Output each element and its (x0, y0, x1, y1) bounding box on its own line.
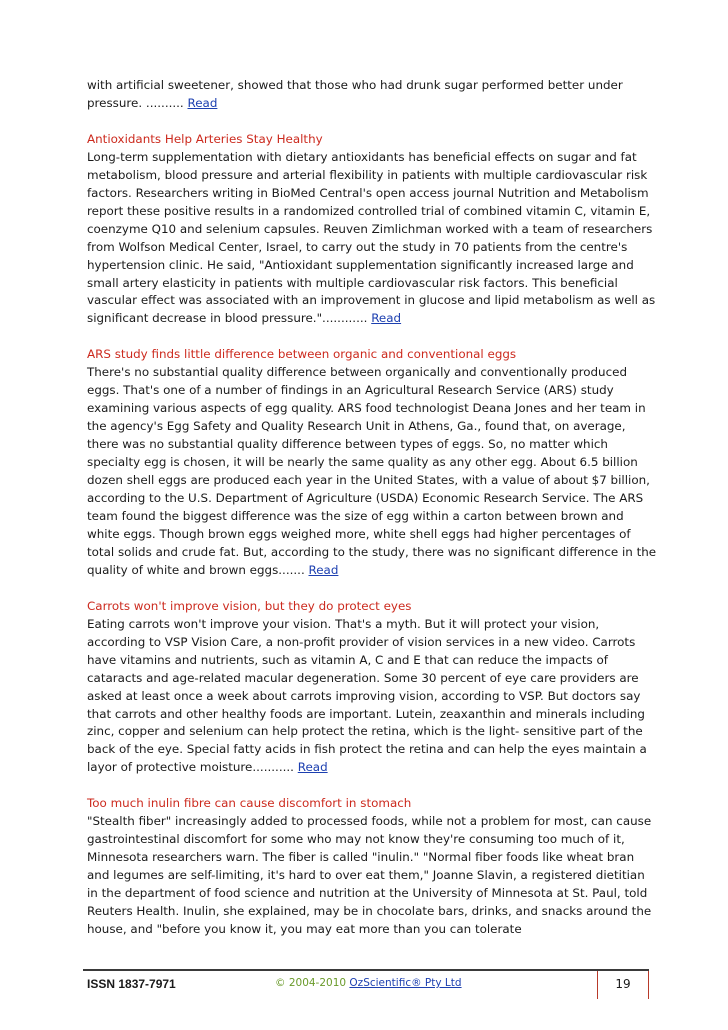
read-link[interactable]: Read (308, 562, 339, 577)
read-link[interactable]: Read (297, 760, 328, 775)
article-body (87, 616, 659, 778)
intro-section (87, 77, 659, 113)
article-body (87, 364, 659, 579)
article-headline: Carrots won't improve vision, but they do protect eyes (87, 598, 412, 613)
article-content (87, 77, 659, 939)
article-body-text: "Stealth fiber" increasingly added to processed foods, while not a problem for most, can cause gastrointestinal discomfort for some who may not know they're consuming too much of it, Minnesota researchers warn. The fiber is called "inulin." "Normal fiber foods like wheat bran and legumes are self-limiting, it's hard to over eat them," Joanne Slavin, a registered dietitian in the department of food science and nutrition at the University of Minnesota at St. Paul, told Reuters Health. Inulin, she explained, may be in chocolate bars, drinks, and snacks around the house, and "before you know it, you may eat more than you can tolerate (87, 814, 652, 936)
article-body-text: There's no substantial quality difference between organically and conventionally produced eggs. That's one of a number of findings in an Agricultural Research Service (ARS) study examining various aspects of egg quality. ARS food technologist Deana Jones and her team in the agency's Egg Safety and Quality Research Unit in Athens, Ga., found that, on average, there was no substantial quality difference between types of eggs. So, no matter which specialty egg is chosen, it will be nearly the same quality as any other egg. About 6.5 billion dozen shell eggs are produced each year in the United States, with a value of about $7 billion, according to the U.S. Department of Agriculture (USDA) Economic Research Service. The ARS team found the biggest difference was the size of egg within a carton between brown and white eggs. Though brown eggs weighed more, white shell eggs had higher percentages of total solids and crude fat. But, according to the study, there was no significant difference in the quality of white and brown eggs....... (87, 365, 657, 577)
article-body (87, 813, 659, 939)
page-number: 19 (615, 977, 631, 991)
article-inulin (87, 795, 659, 939)
read-link[interactable]: Read (187, 95, 218, 110)
page-number-box (597, 971, 649, 999)
article-headline: ARS study finds little difference between organic and conventional eggs (87, 347, 517, 362)
article-carrots (87, 598, 659, 778)
copyright-notice (275, 977, 462, 989)
article-headline: Too much inulin fibre can cause discomfort in stomach (87, 796, 412, 811)
article-antioxidants (87, 131, 659, 328)
article-body (87, 149, 659, 329)
page-footer (83, 969, 649, 1001)
article-body-text: Long-term supplementation with dietary antioxidants has beneficial effects on sugar and fat metabolism, blood pressure and arterial flexibility in patients with multiple cardiovascular risk factors. Researchers writing in BioMed Central's open access journal Nutrition and Metabolism report these positive results in a randomized controlled trial of combined vitamin C, vitamin E, coenzyme Q10 and selenium capsules. Reuven Zimlichman worked with a team of researchers from Wolfson Medical Center, Israel, to carry out the study in 70 patients from the centre's hypertension clinic. He said, "Antioxidant supplementation significantly increased large and small artery elasticity in patients with multiple cardiovascular risk factors. This beneficial vascular effect was associated with an improvement in glucose and lipid metabolism as well as significant decrease in blood pressure."............ (87, 149, 656, 326)
read-link[interactable]: Read (371, 311, 402, 326)
article-headline: Antioxidants Help Arteries Stay Healthy (87, 131, 323, 146)
article-eggs (87, 346, 659, 579)
publisher-link[interactable]: OzScientific® Pty Ltd (349, 977, 462, 989)
issn-label: ISSN 1837-7971 (87, 977, 176, 991)
article-body-text: Eating carrots won't improve your vision. That's a myth. But it will protect your vision, according to VSP Vision Care, a non-profit provider of vision services in a new video. Carrots have vitamins and nutrients, such as vitamin A, C and E that can reduce the impacts of cataracts and age-related macular degeneration. Some 30 percent of eye care providers are asked at least once a week about carrots improving vision, according to VSP. But doctors say that carrots and other healthy foods are important. Lutein, zeaxanthin and minerals including zinc, copper and selenium can help protect the retina, which is the light- sensitive part of the back of the eye. Special fatty acids in fish protect the retina and can help the eyes maintain a layor of protective moisture........... (87, 616, 647, 775)
copyright-prefix: © 2004-2010 (275, 977, 350, 989)
intro-text: with artificial sweetener, showed that those who had drunk sugar performed better under pressure. .......... (87, 78, 623, 110)
